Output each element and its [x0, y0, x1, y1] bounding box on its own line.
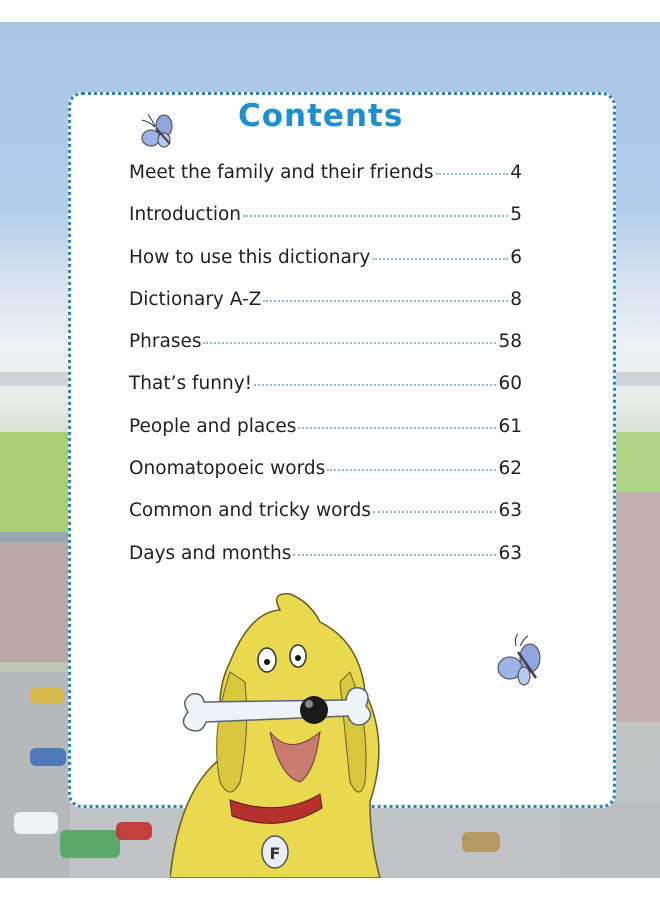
green-field-left: [0, 432, 70, 542]
toc-entry-label: People and places: [129, 415, 297, 437]
toc-entry-page: 4: [510, 162, 522, 183]
yellow-car: [30, 688, 64, 704]
page-title: Contents: [238, 98, 404, 134]
dog-tag-letter: F: [269, 844, 281, 863]
green-van: [60, 830, 120, 858]
toc-entry-label: Onomatopoeic words: [129, 458, 326, 480]
leader-dots: [203, 342, 496, 344]
toc-entry-page: 5: [510, 204, 522, 226]
toc-entry[interactable]: [129, 416, 522, 458]
red-car: [116, 822, 152, 840]
blue-car: [30, 748, 66, 766]
leader-dots: [254, 384, 496, 386]
house-right: [616, 492, 660, 722]
toc-entry[interactable]: [129, 162, 522, 204]
leader-dots: [263, 300, 508, 302]
leader-dots: [372, 258, 508, 260]
toc-entry-page: 60: [498, 373, 522, 395]
leader-dots: [373, 511, 496, 513]
toc-entry-label: Meet the family and their friends: [129, 162, 434, 183]
white-car: [14, 812, 58, 834]
green-field-right: [616, 432, 660, 492]
dog-illustration: [170, 582, 420, 878]
leader-dots: [243, 215, 508, 217]
butterfly-icon: [134, 110, 180, 154]
toc-entry-page: 62: [498, 458, 522, 480]
toc-entry-page: 63: [498, 542, 522, 564]
toc-entry-label: That’s funny!: [129, 373, 253, 395]
toc-entry-label: Dictionary A-Z: [129, 288, 262, 310]
toc-entry-page: 61: [498, 415, 522, 437]
toc-entry-label: Common and tricky words: [129, 500, 372, 522]
toc-entry[interactable]: [129, 373, 522, 415]
table-of-contents: [129, 162, 522, 585]
toc-entry[interactable]: [129, 204, 522, 246]
toc-entry[interactable]: [129, 458, 522, 500]
toc-entry[interactable]: [129, 289, 522, 331]
toc-entry[interactable]: [129, 247, 522, 289]
toc-entry[interactable]: [129, 331, 522, 373]
leader-dots: [436, 173, 509, 175]
toc-entry-label: Phrases: [129, 331, 202, 353]
leader-dots: [298, 427, 496, 429]
toc-entry-page: 8: [510, 288, 522, 310]
toc-entry-page: 58: [498, 331, 522, 353]
butterfly-icon: [494, 632, 548, 690]
toc-entry[interactable]: [129, 543, 522, 585]
tan-car: [462, 832, 500, 852]
toc-entry-label: Days and months: [129, 542, 292, 564]
toc-entry-label: Introduction: [129, 204, 242, 226]
road-right: [560, 802, 660, 878]
leader-dots: [293, 554, 496, 556]
house-left: [0, 542, 70, 662]
toc-entry-page: 63: [498, 500, 522, 522]
leader-dots: [327, 469, 496, 471]
toc-entry-label: How to use this dictionary: [129, 246, 371, 268]
toc-entry-page: 6: [510, 246, 522, 268]
toc-entry[interactable]: [129, 500, 522, 542]
